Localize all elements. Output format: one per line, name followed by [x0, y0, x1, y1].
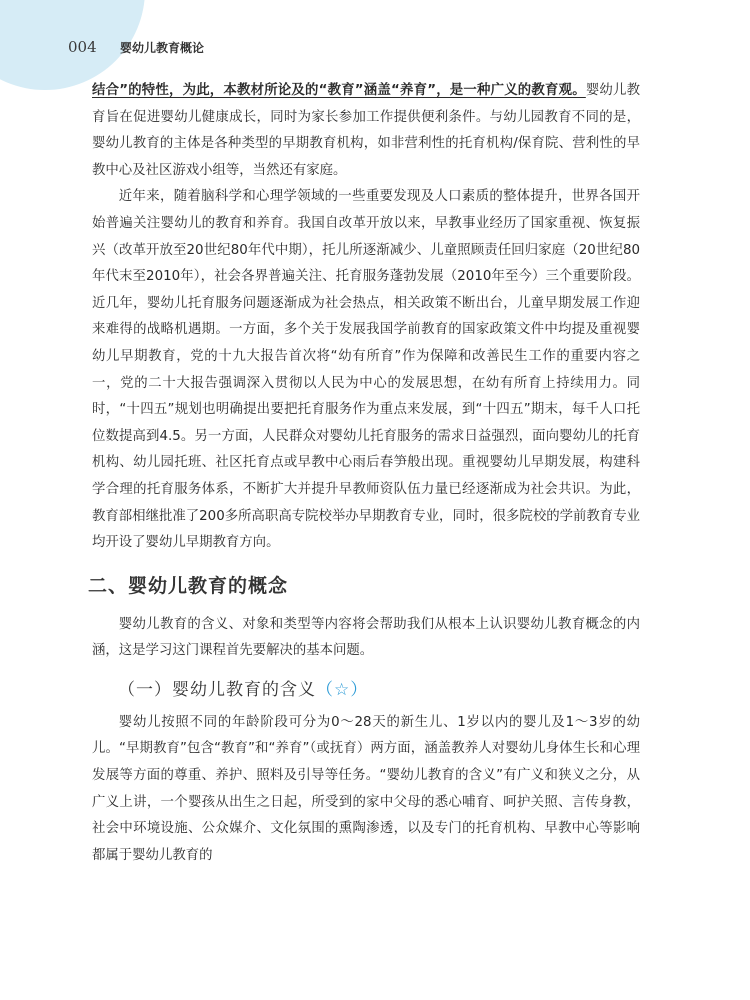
emphasized-text: 结合”的特性，为此，本教材所论及的“教育”涵盖“养育”，是一种广义的教育观。: [92, 83, 586, 98]
subsection-heading: [118, 675, 640, 700]
paragraph-3: 婴幼儿教育的含义、对象和类型等内容将会帮助我们从根本上认识婴幼儿教育概念的内涵，这是学习这门课程首先要解决的基本问题。: [92, 616, 640, 659]
paragraph-4: 婴幼儿按照不同的年龄阶段可分为0～28天的新生儿、1岁以内的婴儿及1～3岁的幼儿。“早期教育”包含“教育”和“养育”（或抚育）两方面，涵盖教养人对婴幼儿身体生长和心理发展等方面的尊重、养护、照料及引导等任务。“婴幼儿教育的含义”有广义和狭义之分，从广义上讲，一个婴孩从出生之日起，所受到的家中父母的悉心哺育、呵护关照、言传身教，社会中环境设施、公众媒介、文化氛围的熏陶渗透，以及专门的托育机构、早教中心等影响都属于婴幼儿教育的: [92, 714, 640, 863]
page-header: [68, 38, 204, 56]
paragraph-1-text: 婴幼儿教育旨在促进婴幼儿健康成长，同时为家长参加工作提供便利条件。与幼儿园教育不同的是，婴幼儿教育的主体是各种类型的早期教育机构，如非营利性的托育机构/保育院、营利性的早教中心及社区游戏小组等，当然还有家庭。: [92, 83, 640, 178]
section-heading: 二、婴幼儿教育的概念: [88, 574, 289, 597]
paragraph-1: [92, 78, 640, 184]
subsection-title: （一）婴幼儿教育的含义: [118, 679, 316, 700]
star-icon: （☆）: [316, 679, 369, 700]
page-body: [88, 78, 640, 869]
paragraph-2: 近年来，随着脑科学和心理学领域的一些重要发现及人口素质的整体提升，世界各国开始普遍关注婴幼儿的教育和养育。我国自改革开放以来，早教事业经历了国家重视、恢复振兴（改革开放至20世纪80年代中期），托儿所逐渐减少、儿童照顾责任回归家庭（20世纪80年代末至2010年），社会各界普遍关注、托育服务蓬勃发展（2010年至今）三个重要阶段。近几年，婴幼儿托育服务问题逐渐成为社会热点，相关政策不断出台，儿童早期发展工作迎来难得的战略机遇期。一方面，多个关于发展我国学前教育的国家政策文件中均提及重视婴幼儿早期教育，党的十九大报告首次将“幼有所育”作为保障和改善民生工作的重要内容之一，党的二十大报告强调深入贯彻以人民为中心的发展思想，在幼有所育上持续用力。同时，“十四五”规划也明确提出要把托育服务作为重点来发展，到“十四五”期末，每千人口托位数提高到4.5。另一方面，人民群众对婴幼儿托育服务的需求日益强烈，面向婴幼儿的托育机构、幼儿园托班、社区托育点或早教中心雨后春笋般出现。重视婴幼儿早期发展，构建科学合理的托育服务体系，不断扩大并提升早教师资队伍力量已经逐渐成为社会共识。为此，教育部相继批准了200多所高职高专院校举办早期教育专业，同时，很多院校的学前教育专业均开设了婴幼儿早期教育方向。: [92, 189, 640, 551]
running-title: 婴幼儿教育概论: [120, 41, 205, 55]
page-number: 004: [68, 38, 97, 56]
